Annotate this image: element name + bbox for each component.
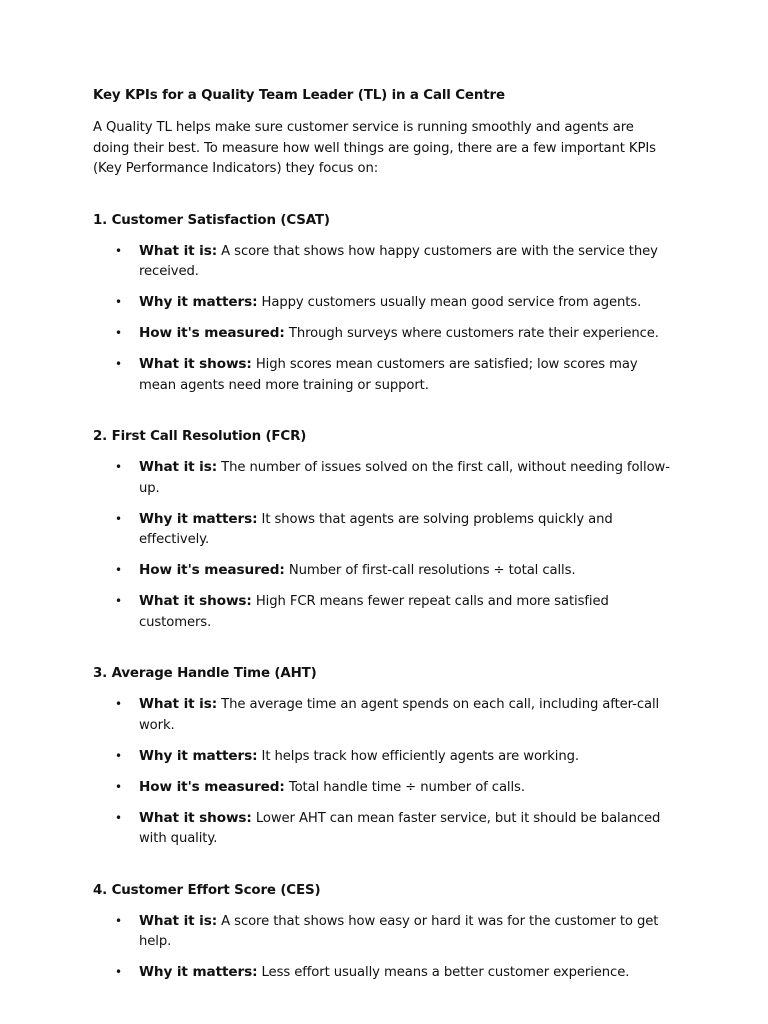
bullet-icon: • (115, 563, 122, 577)
bullet-list (93, 911, 673, 984)
bullet-label: What it is: (139, 912, 218, 929)
bullet-text: A score that shows how happy customers are with the service they received. (139, 243, 658, 279)
bullet-item (93, 808, 673, 850)
kpi-section-ces (93, 881, 673, 984)
bullet-icon: • (115, 295, 122, 309)
bullet-item (93, 354, 673, 396)
bullet-icon: • (115, 357, 122, 371)
section-heading: 4. Customer Effort Score (CES) (93, 882, 321, 898)
bullet-label: How it's measured: (139, 562, 285, 578)
bullet-item (93, 292, 673, 314)
bullet-label: Why it matters: (139, 964, 258, 980)
bullet-text: The number of issues solved on the first call, without needing follow-up. (139, 460, 670, 496)
bullet-text: It shows that agents are solving problems quickly and effectively. (139, 511, 613, 547)
bullet-item (93, 560, 673, 582)
bullet-icon: • (115, 511, 122, 526)
bullet-icon: • (115, 243, 122, 258)
bullet-label: How it's measured: (139, 778, 285, 795)
bullet-label: What it shows: (139, 593, 252, 609)
kpi-section-fcr (93, 427, 673, 633)
document-title: Key KPIs for a Quality Team Leader (TL) in a Call Centre (93, 88, 505, 103)
bullet-icon: • (115, 913, 122, 928)
bullet-text: Happy customers usually mean good service from agents. (257, 295, 642, 310)
bullet-label: How it's measured: (139, 325, 285, 341)
bullet-icon: • (115, 810, 122, 825)
bullet-item (93, 777, 673, 799)
bullet-list (93, 241, 673, 397)
bullet-label: What it shows: (139, 356, 252, 372)
bullet-item (93, 911, 673, 953)
bullet-label: What it is: (139, 696, 218, 712)
bullet-icon: • (115, 748, 122, 763)
section-heading: 3. Average Handle Time (AHT) (93, 666, 317, 681)
bullet-text: High FCR means fewer repeat calls and more satisfied customers. (139, 594, 609, 630)
bullet-label: Why it matters: (139, 510, 258, 527)
bullet-icon: • (115, 460, 122, 474)
bullet-item (93, 591, 673, 633)
bullet-item (93, 457, 673, 499)
document-page (93, 86, 673, 984)
bullet-text: Less effort usually means a better customer experience. (257, 965, 630, 980)
bullet-icon: • (115, 326, 122, 340)
bullet-text: Total handle time ÷ number of calls. (284, 779, 525, 795)
intro-paragraph: A Quality TL helps make sure customer service is running smoothly and agents are doing their best. To measure how well things are going, there are a few important KPIs (Key Performance Indicators) they focus on: (93, 120, 656, 176)
bullet-icon: • (115, 965, 122, 979)
bullet-text: The average time an agent spends on each call, including after-call work. (139, 697, 660, 733)
bullet-text: Through surveys where customers rate their experience. (284, 326, 659, 341)
bullet-item (93, 509, 673, 551)
bullet-label: Why it matters: (139, 294, 258, 310)
bullet-item (93, 962, 673, 984)
section-heading: 1. Customer Satisfaction (CSAT) (93, 212, 330, 228)
bullet-label: Why it matters: (139, 747, 258, 764)
bullet-icon: • (115, 697, 122, 711)
bullet-text: It helps track how efficiently agents are working. (257, 748, 579, 764)
bullet-text: High scores mean customers are satisfied; low scores may mean agents need more training or support. (139, 357, 638, 393)
bullet-list (93, 457, 673, 633)
bullet-item (93, 241, 673, 283)
bullet-icon: • (115, 779, 122, 794)
bullet-icon: • (115, 594, 122, 608)
bullet-list (93, 694, 673, 850)
section-heading: 2. First Call Resolution (FCR) (93, 429, 307, 444)
bullet-label: What it is: (139, 459, 218, 475)
bullet-item (93, 746, 673, 768)
bullet-item (93, 323, 673, 345)
bullet-label: What it is: (139, 242, 218, 259)
kpi-section-aht (93, 664, 673, 850)
kpi-section-csat (93, 211, 673, 397)
bullet-text: Lower AHT can mean faster service, but it should be balanced with quality. (139, 810, 661, 846)
bullet-label: What it shows: (139, 809, 252, 826)
bullet-text: Number of first-call resolutions ÷ total calls. (284, 563, 576, 578)
bullet-item (93, 694, 673, 736)
bullet-text: A score that shows how easy or hard it was for the customer to get help. (139, 913, 659, 949)
